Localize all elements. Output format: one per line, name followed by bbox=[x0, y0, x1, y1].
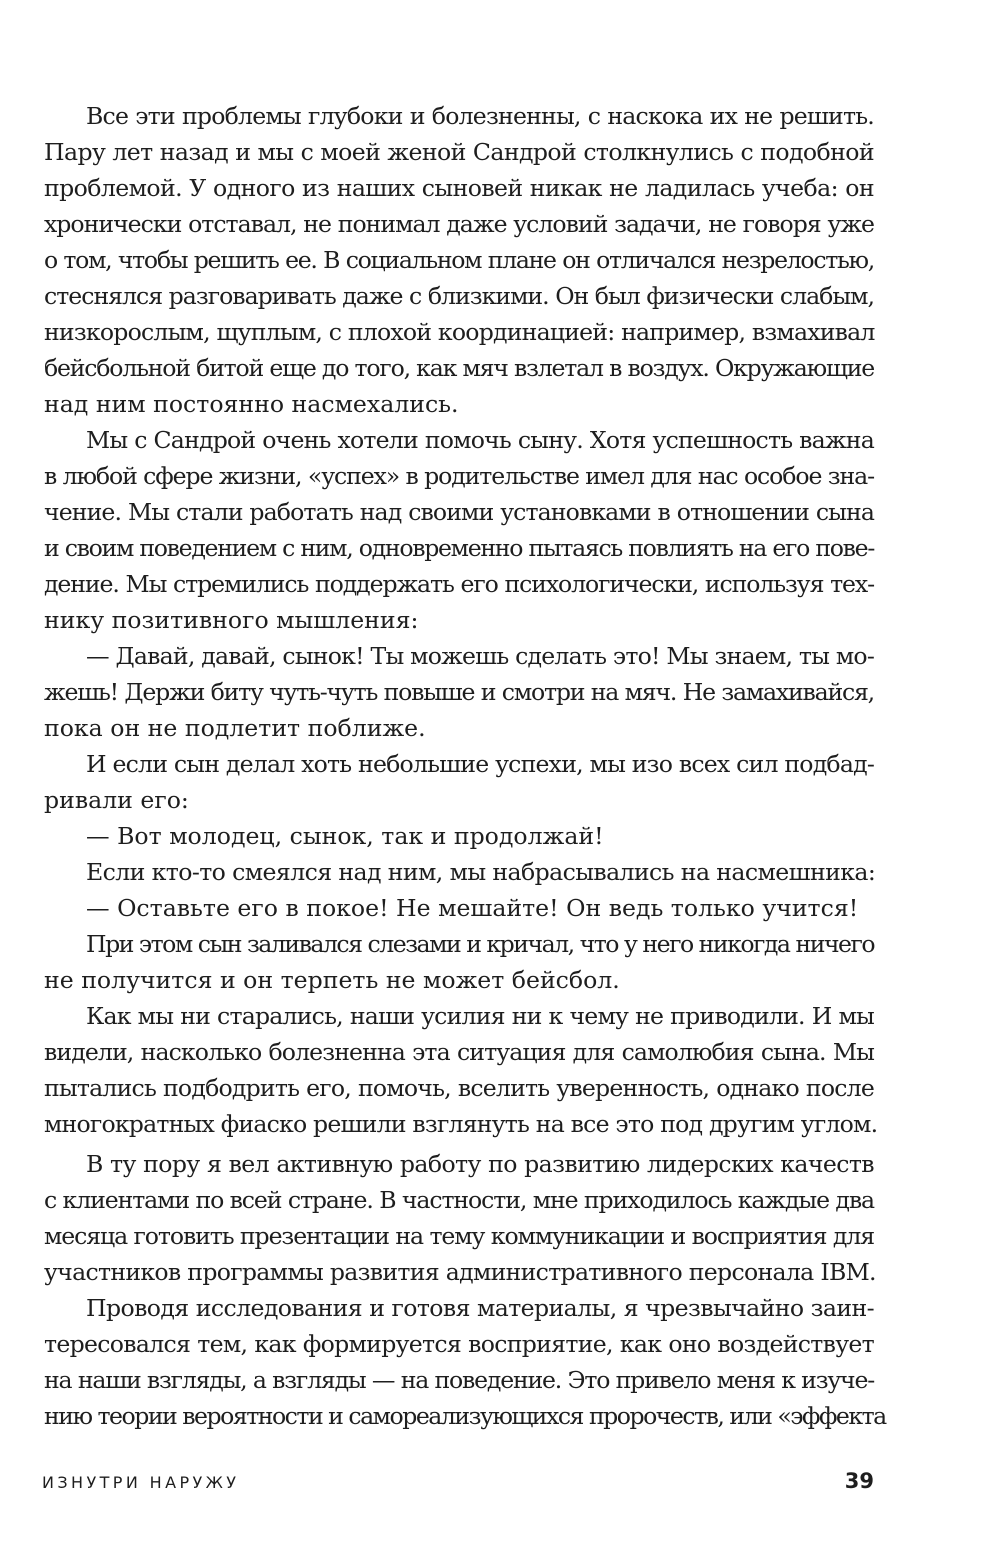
text-line: нию теории вероятности и самореализующихся пророчеств, или «эффекта bbox=[44, 1402, 886, 1430]
text-line: Проводя исследования и готовя материалы, я чрезвычайно заин- bbox=[86, 1294, 874, 1322]
text-line: Все эти проблемы глубоки и болезненны, с наскока их не решить. bbox=[86, 102, 874, 130]
text-line: — Давай, давай, сынок! Ты можешь сделать это! Мы знаем, ты мо- bbox=[86, 642, 874, 670]
page-number: 39 bbox=[844, 1469, 874, 1493]
text-line: нику позитивного мышления: bbox=[44, 606, 419, 634]
text-line: видели, насколько болезненна эта ситуация для самолюбия сына. Мы bbox=[44, 1038, 874, 1066]
text-line: дение. Мы стремились поддержать его психологически, используя тех- bbox=[44, 570, 874, 598]
text-line: И если сын делал хоть небольшие успехи, мы изо всех сил подбад- bbox=[86, 750, 874, 778]
text-line: Как мы ни старались, наши усилия ни к чему не приводили. И мы bbox=[86, 1002, 874, 1030]
text-line: Если кто-то смеялся над ним, мы набрасывались на насмешника: bbox=[86, 858, 876, 886]
text-line: и своим поведением с ним, одновременно пытаясь повлиять на его пове- bbox=[44, 534, 874, 562]
text-line: ривали его: bbox=[44, 786, 189, 814]
text-line: хронически отставал, не понимал даже условий задачи, не говоря уже bbox=[44, 210, 874, 238]
text-line: в любой сфере жизни, «успех» в родительстве имел для нас особое зна- bbox=[44, 462, 874, 490]
text-line: на наши взгляды, а взгляды — на поведение. Это привело меня к изуче- bbox=[44, 1366, 874, 1394]
text-line: Пару лет назад и мы с моей женой Сандрой столкнулись с подобной bbox=[44, 138, 874, 166]
text-line: жешь! Держи биту чуть-чуть повыше и смотри на мяч. Не замахивайся, bbox=[44, 678, 874, 706]
text-line: чение. Мы стали работать над своими установками в отношении сына bbox=[44, 498, 874, 526]
text-line: — Оставьте его в покое! Не мешайте! Он ведь только учится! bbox=[86, 894, 859, 922]
text-line: Мы с Сандрой очень хотели помочь сыну. Хотя успешность важна bbox=[86, 426, 874, 454]
text-line: с клиентами по всей стране. В частности, мне приходилось каждые два bbox=[44, 1186, 874, 1214]
text-line: В ту пору я вел активную работу по развитию лидерских качеств bbox=[86, 1150, 874, 1178]
text-line: тересовался тем, как формируется восприятие, как оно воздействует bbox=[44, 1330, 874, 1358]
text-line: пока он не подлетит поближе. bbox=[44, 714, 426, 742]
text-line: не получится и он терпеть не может бейсбол. bbox=[44, 966, 620, 994]
text-line: проблемой. У одного из наших сыновей никак не ладилась учеба: он bbox=[44, 174, 874, 202]
text-line: пытались подбодрить его, помочь, вселить уверенность, однако после bbox=[44, 1074, 874, 1102]
text-line: бейсбольной битой еще до того, как мяч взлетал в воздух. Окружающие bbox=[44, 354, 874, 382]
text-line: многократных фиаско решили взглянуть на все это под другим углом. bbox=[44, 1110, 878, 1138]
text-line: — Вот молодец, сынок, так и продолжай! bbox=[86, 822, 604, 850]
text-line: стеснялся разговаривать даже с близкими. Он был физически слабым, bbox=[44, 282, 874, 310]
text-line: При этом сын заливался слезами и кричал, что у него никогда ничего bbox=[86, 930, 875, 958]
text-line: о том, чтобы решить ее. В социальном плане он отличался незрелостью, bbox=[44, 246, 874, 274]
text-line: участников программы развития административного персонала IBM. bbox=[44, 1258, 876, 1286]
text-line: над ним постоянно насмехались. bbox=[44, 390, 459, 418]
text-line: низкорослым, щуплым, с плохой координацией: например, взмахивал bbox=[44, 318, 875, 346]
text-line: месяца готовить презентации на тему коммуникации и восприятия для bbox=[44, 1222, 874, 1250]
running-footer-title: ИЗНУТРИ НАРУЖУ bbox=[42, 1473, 240, 1492]
